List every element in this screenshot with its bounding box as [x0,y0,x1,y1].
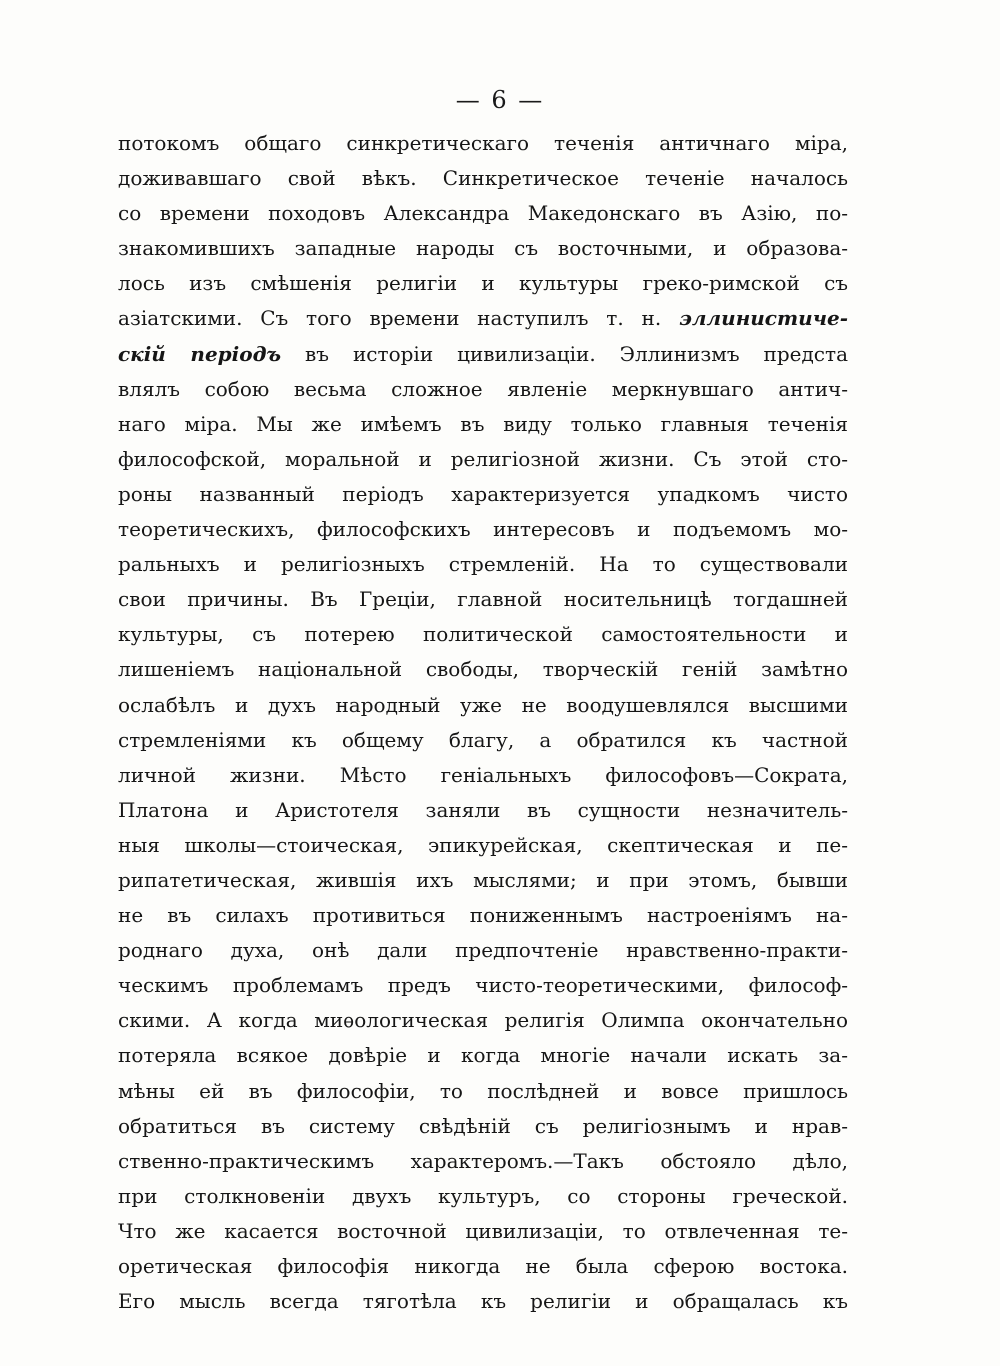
text-line: роны названный періодъ характеризуется упадкомъ чисто [118,481,848,506]
text-line: лось изъ смѣшенія религіи и культуры греко-римской съ [118,271,848,296]
text-line: потеряла всякое довѣріе и когда многіе начали искать за- [118,1043,848,1068]
text-line [118,301,848,336]
text-line: ныя школы—стоическая, эпикурейская, скептическая и пе- [118,832,848,857]
text-line [118,337,848,372]
text-line: ральныхъ и религіозныхъ стремленій. На то существовали [118,552,848,577]
text-line: лишеніемъ національной свободы, творческій геній замѣтно [118,657,848,682]
text-line: рипатетическая, жившія ихъ мыслями; и при этомъ, бывши [118,867,848,892]
text-line: мѣны ей въ философіи, то послѣдней и вовсе пришлось [118,1078,848,1103]
text-line: Платона и Аристотеля заняли въ сущности незначитель- [118,797,848,822]
body-text [118,126,848,1319]
text-line: скими. А когда миѳологическая религія Олимпа окончательно [118,1008,848,1033]
text-line: потокомъ общаго синкретическаго теченія античнаго міра, [118,131,848,155]
text-line: стремленіями къ общему благу, а обратился къ частной [118,727,848,752]
text-segment: въ исторіи цивилизаціи. Эллинизмъ предста [305,341,848,366]
text-line: ческимъ проблемамъ предъ чисто-теоретическими, философ- [118,973,848,998]
text-segment: азіатскими. Съ того времени наступилъ т. н. [118,306,662,331]
text-line: философской, моральной и религіозной жизни. Съ этой сто- [118,446,848,471]
text-line: влялъ собою весьма сложное явленіе меркнувшаго антич- [118,376,848,401]
emphasized-term: эллинистиче- [678,306,848,331]
text-line: роднаго духа, онѣ дали предпочтеніе нравственно-практи- [118,938,848,963]
text-line: со времени походовъ Александра Македонскаго въ Азію, по- [118,201,848,226]
text-line: знакомившихъ западные народы съ восточными, и образова- [118,236,848,261]
text-line: личной жизни. Мѣсто геніальныхъ философовъ—Сократа, [118,762,848,787]
page-number: — 6 — [455,86,545,114]
text-line: Его мысль всегда тяготѣла къ религіи и обращалась къ [118,1289,848,1314]
text-line: наго міра. Мы же имѣемъ въ виду только главныя теченія [118,411,848,436]
text-line: доживавшаго свой вѣкъ. Синкретическое теченіе началось [118,166,848,191]
text-line: ственно-практическимъ характеромъ.—Такъ обстояло дѣло, [118,1148,848,1173]
text-line: свои причины. Въ Греціи, главной носительницѣ тогдашней [118,587,848,612]
text-line: теоретическихъ, философскихъ интересовъ и подъемомъ мо- [118,517,848,542]
text-line: культуры, съ потерею политической самостоятельности и [118,622,848,647]
text-line: Что же касается восточной цивилизаціи, то отвлеченная те- [118,1218,848,1243]
text-line: оретическая философія никогда не была сферою востока. [118,1254,848,1278]
text-line: обратиться въ систему свѣдѣній съ религіознымъ и нрав- [118,1113,848,1138]
text-line: при столкновеніи двухъ культуръ, со стороны греческой. [118,1183,848,1208]
text-line: ослабѣлъ и духъ народный уже не воодушевлялся высшими [118,692,848,717]
emphasized-term: скій періодъ [118,341,282,366]
text-line: не въ силахъ противиться пониженнымъ настроеніямъ на- [118,903,848,928]
